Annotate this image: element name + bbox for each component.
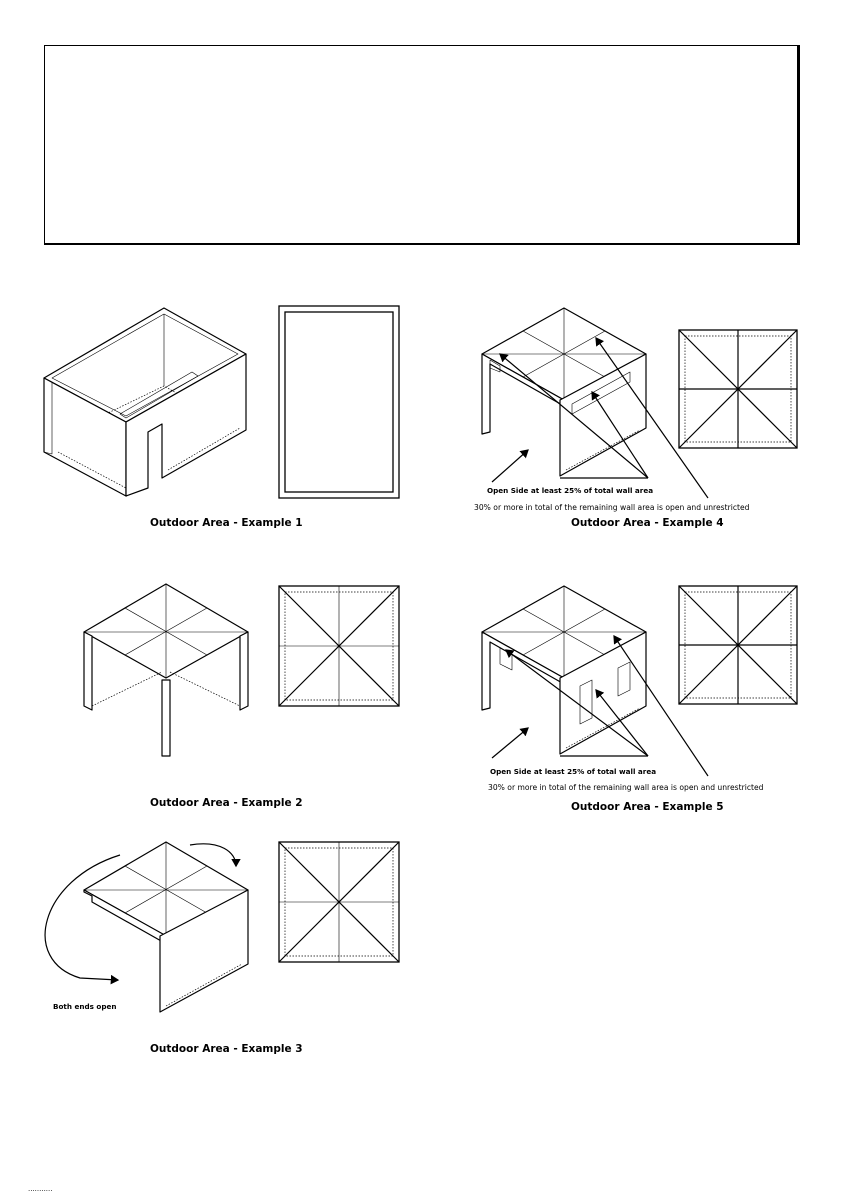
both-ends-open-label: Both ends open — [53, 1002, 117, 1011]
example2-plan-view — [279, 586, 399, 706]
example2-caption: Outdoor Area - Example 2 — [150, 797, 303, 809]
example4-open-side-label: Open Side at least 25% of total wall area — [487, 486, 654, 495]
example3-caption: Outdoor Area - Example 3 — [150, 1043, 303, 1055]
example5-remaining-wall-label: 30% or more in total of the remaining wall area is open and unrestricted — [488, 783, 764, 792]
example5-plan-view — [679, 586, 797, 704]
example3-isometric-shelter — [45, 842, 248, 1012]
example4-isometric-shelter — [482, 308, 708, 498]
example1-plan-view — [279, 306, 399, 498]
footer-text: ........... — [28, 1185, 53, 1193]
example4-plan-view — [679, 330, 797, 448]
example3-plan-view — [279, 842, 399, 962]
example5-open-side-label: Open Side at least 25% of total wall area — [490, 767, 657, 776]
example4-caption: Outdoor Area - Example 4 — [571, 517, 724, 529]
example4-remaining-wall-label: 30% or more in total of the remaining wall area is open and unrestricted — [474, 503, 750, 512]
example5-isometric-shelter — [482, 586, 708, 776]
example5-caption: Outdoor Area - Example 5 — [571, 801, 724, 813]
example1-caption: Outdoor Area - Example 1 — [150, 517, 303, 529]
example1-isometric-box — [44, 308, 246, 496]
example2-isometric-shelter — [84, 584, 248, 756]
